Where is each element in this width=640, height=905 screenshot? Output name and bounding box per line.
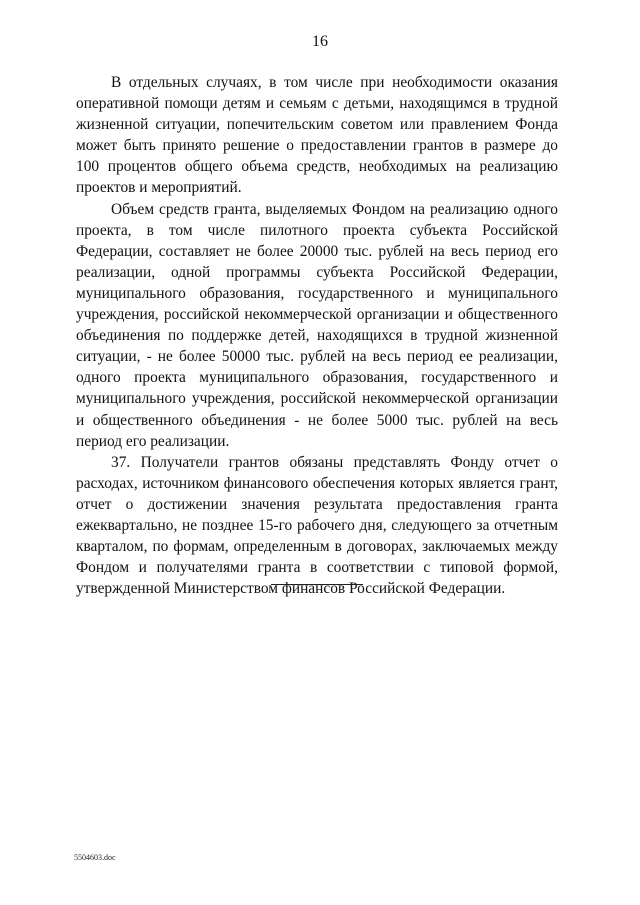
document-file-code: 5504603.doc (74, 853, 116, 862)
paragraph-grant-amount-limits: Объем средств гранта, выделяемых Фондом на реализацию одного проекта, в том числе пилотного проекта субъекта Российской Федерации, составляет не более 20000 тыс. рублей на весь период его реализации, одной программы субъекта Российской Федерации, муниципального образования, государственного и муниципального учреждения, российской некоммерческой организации и общественного объединения по поддержке детей, находящихся в трудной жизненной ситуации, - не более 50000 тыс. рублей на весь период ее реализации, одного проекта муниципального образования, государственного и муниципального учреждения, российской некоммерческой организации и общественного объединения - не более 5000 тыс. рублей на весь период его реализации. (76, 200, 558, 450)
paragraph-grants-up-to-100-percent: В отдельных случаях, в том числе при необходимости оказания оперативной помощи детям и семьям с детьми, находящимся в трудной жизненной ситуации, попечительским советом или правлением Фонда может быть принято решение о предоставлении грантов в размере до 100 процентов общего объема средств, необходимых на реализацию проектов и мероприятий. (76, 74, 558, 197)
paragraph-item-37-reporting: 37. Получатели грантов обязаны представлять Фонду отчет о расходах, источником финансового обеспечения которых является грант, отчет о достижении значения результата предоставления гранта ежеквартально, не позднее 15-го рабочего дня, следующего за отчетным кварталом, по формам, определенным в договорах, заключаемых между Фондом и получателями гранта в соответствии с типовой формой, утвержденной Министерством финансов Российской Федерации. (76, 453, 558, 598)
page-number: 16 (312, 33, 328, 50)
document-body (76, 72, 558, 599)
end-of-text-divider (271, 584, 363, 585)
